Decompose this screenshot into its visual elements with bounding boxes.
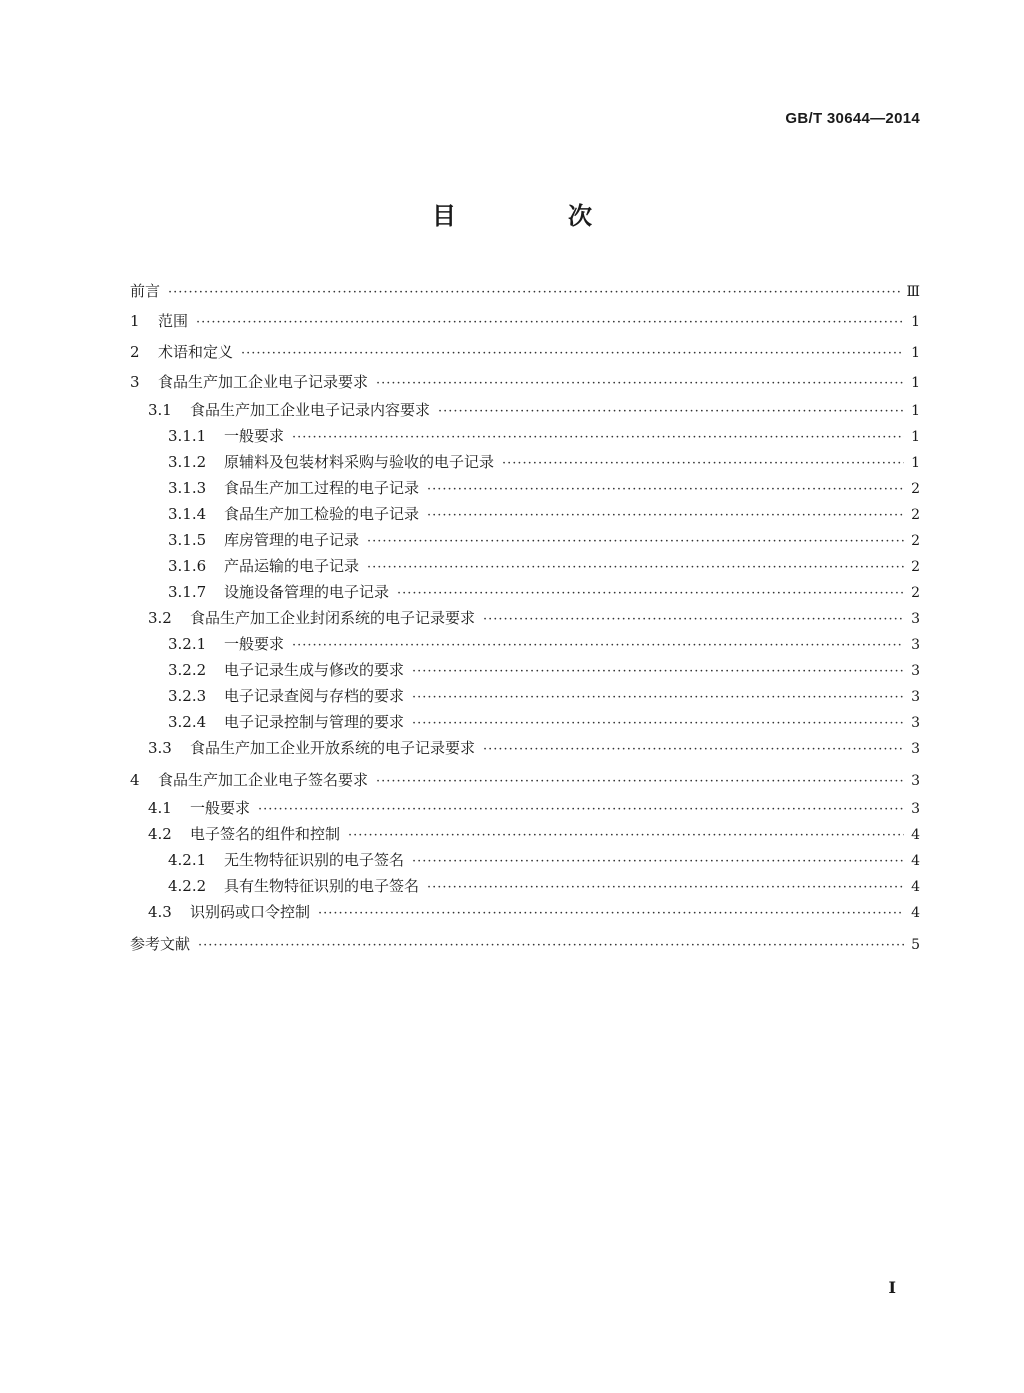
toc-entry-number: 3.1.5 — [168, 531, 207, 550]
toc-entry[interactable] — [130, 847, 920, 873]
toc-entry-number: 3 — [130, 372, 140, 391]
toc-entry-label: 设施设备管理的电子记录 — [224, 583, 390, 602]
toc-entry-page: 3 — [911, 715, 920, 732]
toc-entry-label: 一般要求 — [224, 427, 285, 446]
toc-entry[interactable] — [130, 579, 920, 605]
toc-entry[interactable] — [130, 553, 920, 579]
toc-entry-page: 3 — [911, 663, 920, 680]
dot-leader — [397, 581, 904, 607]
toc-entry[interactable] — [130, 397, 920, 423]
toc-entry-page: 2 — [911, 481, 920, 498]
toc-entry-page: 2 — [911, 585, 920, 602]
toc-entry[interactable] — [130, 709, 920, 735]
toc-entry-page: 5 — [911, 937, 920, 954]
toc-entry-label: 无生物特征识别的电子签名 — [224, 851, 405, 870]
toc-entry-number: 3.1.4 — [168, 505, 207, 524]
toc-entry-number: 3.2 — [148, 609, 172, 628]
toc-entry-number: 1 — [130, 312, 140, 331]
dot-leader — [438, 399, 904, 425]
dot-leader — [412, 711, 904, 737]
toc-entry-page: 4 — [911, 905, 920, 922]
toc-entry-number: 3.1.6 — [168, 557, 207, 576]
dot-leader — [427, 503, 904, 529]
toc-entry-label: 前言 — [130, 282, 161, 300]
toc-entry-label: 产品运输的电子记录 — [224, 557, 360, 576]
toc-entry-number: 2 — [130, 342, 140, 361]
toc-entry[interactable] — [130, 873, 920, 899]
toc-entry-page: 1 — [911, 344, 920, 361]
dot-leader — [258, 797, 904, 823]
toc-entry[interactable] — [130, 527, 920, 553]
toc-entry-number: 3.2.3 — [168, 687, 207, 706]
toc-entry-label: 范围 — [158, 312, 189, 331]
toc-entry[interactable] — [130, 631, 920, 657]
page-folio: I — [888, 1278, 896, 1297]
toc-entry-label: 食品生产加工企业开放系统的电子记录要求 — [190, 739, 476, 758]
toc-entry[interactable] — [130, 306, 920, 336]
toc-entry[interactable] — [130, 605, 920, 631]
toc-entry-number: 3.1 — [148, 401, 172, 420]
toc-entry-page: 1 — [911, 455, 920, 472]
dot-leader — [412, 849, 904, 875]
toc-entry-page: 1 — [911, 374, 920, 391]
toc-entry-label: 电子记录查阅与存档的要求 — [224, 687, 405, 706]
toc-entry-page: 3 — [911, 773, 920, 790]
toc-entry[interactable] — [130, 501, 920, 527]
dot-leader — [367, 555, 904, 581]
toc-entry[interactable] — [130, 449, 920, 475]
toc-entry-label: 食品生产加工企业电子记录内容要求 — [190, 401, 431, 420]
dot-leader — [376, 767, 904, 797]
toc-entry-page: 3 — [911, 637, 920, 654]
toc-entry-number: 4.2.1 — [168, 851, 207, 870]
dot-leader — [483, 607, 904, 633]
toc-entry-number: 4 — [130, 771, 140, 790]
toc-entry[interactable] — [130, 795, 920, 821]
toc-entry-number: 4.1 — [148, 799, 172, 818]
dot-leader — [376, 369, 904, 399]
toc-entry-page: 1 — [911, 314, 920, 331]
dot-leader — [168, 278, 900, 308]
toc-entry-label: 食品生产加工过程的电子记录 — [224, 479, 420, 498]
toc-entry[interactable] — [130, 423, 920, 449]
toc-entry[interactable] — [130, 735, 920, 761]
toc-entry-label: 识别码或口令控制 — [190, 903, 311, 922]
toc-entry[interactable] — [130, 657, 920, 683]
toc-entry-label: 具有生物特征识别的电子签名 — [224, 877, 420, 896]
dot-leader — [198, 931, 904, 961]
dot-leader — [367, 529, 904, 555]
dot-leader — [196, 308, 904, 338]
toc-entry-label: 食品生产加工企业封闭系统的电子记录要求 — [190, 609, 476, 628]
toc-entry-page: 2 — [911, 533, 920, 550]
toc-entry-page: 1 — [911, 429, 920, 446]
toc-entry-number: 3.1.2 — [168, 453, 207, 472]
toc-entry-label: 原辅料及包装材料采购与验收的电子记录 — [224, 453, 495, 472]
toc-entry-number: 3.2.1 — [168, 635, 207, 654]
toc-entry-page: 3 — [911, 611, 920, 628]
toc-entry-page: 3 — [911, 801, 920, 818]
toc-entry-page: 4 — [911, 853, 920, 870]
toc-entry[interactable] — [130, 367, 920, 397]
dot-leader — [412, 685, 904, 711]
toc-entry[interactable] — [130, 683, 920, 709]
toc-entry-label: 电子记录控制与管理的要求 — [224, 713, 405, 732]
toc-entry-number: 3.1.7 — [168, 583, 207, 602]
toc-entry-number: 3.2.2 — [168, 661, 207, 680]
toc-entry-number: 4.2.2 — [168, 877, 207, 896]
toc-entry-number: 3.1.1 — [168, 427, 207, 446]
toc-entry[interactable] — [130, 929, 920, 959]
toc-entry-page: 2 — [911, 507, 920, 524]
toc-entry-number: 3.3 — [148, 739, 172, 758]
toc-entry[interactable] — [130, 276, 920, 306]
toc-entry[interactable] — [130, 765, 920, 795]
toc-entry-page: 2 — [911, 559, 920, 576]
toc-entry-number: 4.3 — [148, 903, 172, 922]
toc-entry-page: 1 — [911, 403, 920, 420]
toc-entry-label: 电子记录生成与修改的要求 — [224, 661, 405, 680]
toc-entry-page: 3 — [911, 741, 920, 758]
toc-entry-number: 4.2 — [148, 825, 172, 844]
toc-entry-number: 3.2.4 — [168, 713, 207, 732]
toc-entry-page: 3 — [911, 689, 920, 706]
toc-entry-label: 参考文献 — [130, 935, 191, 954]
dot-leader — [292, 633, 904, 659]
toc-entry-label: 电子签名的组件和控制 — [190, 825, 341, 844]
toc-entry-number: 3.1.3 — [168, 479, 207, 498]
dot-leader — [502, 451, 904, 477]
standard-number: GB/T 30644—2014 — [785, 110, 920, 127]
dot-leader — [318, 901, 904, 927]
toc-entry-label: 食品生产加工企业电子记录要求 — [158, 372, 369, 391]
toc-entry-page: 4 — [911, 879, 920, 896]
dot-leader — [348, 823, 904, 849]
toc-entry-label: 库房管理的电子记录 — [224, 531, 360, 550]
toc-entry-page: 4 — [911, 827, 920, 844]
toc-entry[interactable] — [130, 337, 920, 367]
toc-entry-label: 一般要求 — [190, 799, 251, 818]
dot-leader — [427, 875, 904, 901]
toc-entry[interactable] — [130, 899, 920, 925]
toc-entry[interactable] — [130, 475, 920, 501]
toc-entry-label: 食品生产加工企业电子签名要求 — [158, 771, 369, 790]
toc-entry-page: Ⅲ — [906, 284, 920, 300]
table-of-contents — [130, 276, 920, 960]
dot-leader — [483, 737, 904, 763]
toc-entry[interactable] — [130, 821, 920, 847]
dot-leader — [427, 477, 904, 503]
toc-entry-label: 术语和定义 — [158, 342, 234, 361]
dot-leader — [412, 659, 904, 685]
toc-entry-label: 食品生产加工检验的电子记录 — [224, 505, 420, 524]
dot-leader — [241, 339, 904, 369]
toc-entry-label: 一般要求 — [224, 635, 285, 654]
toc-title: 目 次 — [432, 202, 636, 230]
dot-leader — [292, 425, 904, 451]
